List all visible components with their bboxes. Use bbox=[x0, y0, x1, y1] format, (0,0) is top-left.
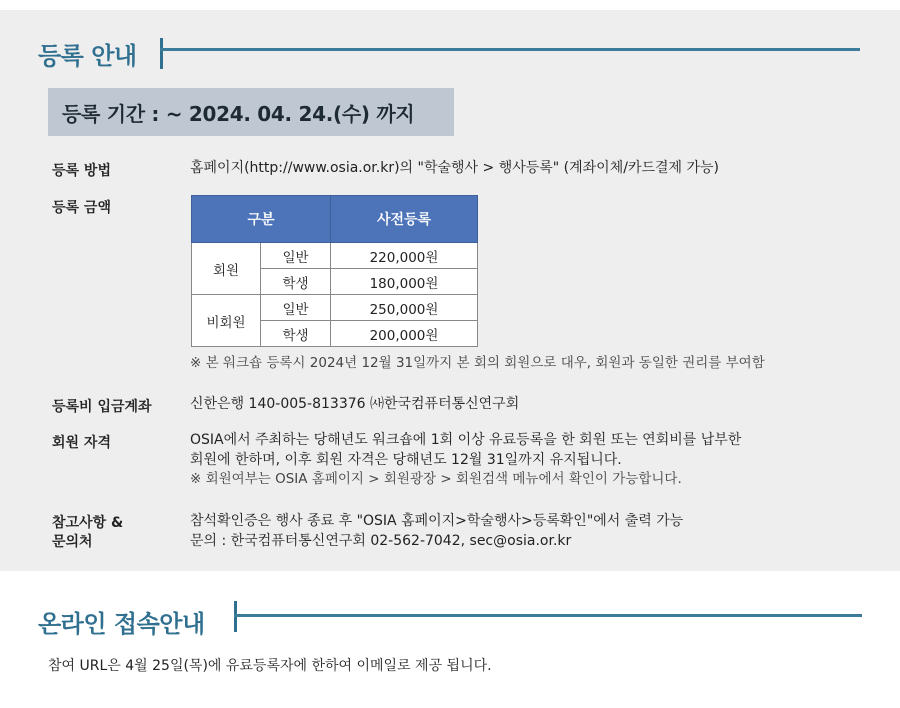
fee-price: 250,000원 bbox=[331, 295, 478, 321]
fee-table-header-row bbox=[192, 196, 478, 243]
section-title-rule bbox=[234, 614, 862, 617]
fee-price: 220,000원 bbox=[331, 243, 478, 269]
fee-type: 일반 bbox=[261, 243, 331, 269]
section-title-rule bbox=[160, 48, 860, 51]
fee-header-category: 구분 bbox=[192, 196, 331, 243]
account-value: 신한은행 140-005-813376 ㈔한국컴퓨터통신연구회 bbox=[190, 396, 520, 412]
table-row bbox=[192, 295, 478, 321]
membership-line2: 회원에 한하며, 이후 회원 자격은 당해년도 12월 31일까지 유지됩니다. bbox=[190, 452, 622, 468]
account-label: 등록비 입금계좌 bbox=[52, 399, 152, 415]
method-label: 등록 방법 bbox=[52, 163, 111, 179]
registration-section-title: 등록 안내 bbox=[38, 42, 137, 70]
table-row bbox=[192, 243, 478, 269]
fee-type: 학생 bbox=[261, 321, 331, 347]
reference-label-line1: 참고사항 & bbox=[52, 515, 124, 531]
fee-price: 200,000원 bbox=[331, 321, 478, 347]
registration-period: 등록 기간 : ~ 2024. 04. 24.(수) 까지 bbox=[62, 102, 415, 126]
reference-label-line2: 문의처 bbox=[52, 534, 93, 550]
fee-group-name: 비회원 bbox=[192, 295, 261, 347]
online-section-title: 온라인 접속안내 bbox=[38, 610, 205, 638]
section-title-divider bbox=[160, 38, 163, 69]
reference-line2: 문의 : 한국컴퓨터통신연구회 02-562-7042, sec@osia.or.kr bbox=[190, 533, 572, 549]
fee-type: 일반 bbox=[261, 295, 331, 321]
registration-period-box bbox=[48, 88, 454, 136]
fee-label: 등록 금액 bbox=[52, 200, 111, 216]
fee-type: 학생 bbox=[261, 269, 331, 295]
fee-table bbox=[191, 195, 478, 347]
membership-line1: OSIA에서 주최하는 당해년도 워크숍에 1회 이상 유료등록을 한 회원 또는 연회비를 납부한 bbox=[190, 432, 742, 448]
fee-header-early: 사전등록 bbox=[331, 196, 478, 243]
membership-note: ※ 회원여부는 OSIA 홈페이지 > 회원광장 > 회원검색 메뉴에서 확인이 가능합니다. bbox=[190, 471, 682, 487]
fee-note: ※ 본 워크숍 등록시 2024년 12월 31일까지 본 회의 회원으로 대우, 회원과 동일한 권리를 부여함 bbox=[190, 355, 765, 371]
reference-line1: 참석확인증은 행사 종료 후 "OSIA 홈페이지>학술행사>등록확인"에서 출력 가능 bbox=[190, 513, 684, 529]
fee-group-name: 회원 bbox=[192, 243, 261, 295]
fee-price: 180,000원 bbox=[331, 269, 478, 295]
method-value: 홈페이지(http://www.osia.or.kr)의 "학술행사 > 행사등록" (계좌이체/카드결제 가능) bbox=[190, 160, 720, 176]
online-text: 참여 URL은 4월 25일(목)에 유료등록자에 한하여 이메일로 제공 됩니다. bbox=[48, 658, 492, 674]
membership-label: 회원 자격 bbox=[52, 435, 111, 451]
